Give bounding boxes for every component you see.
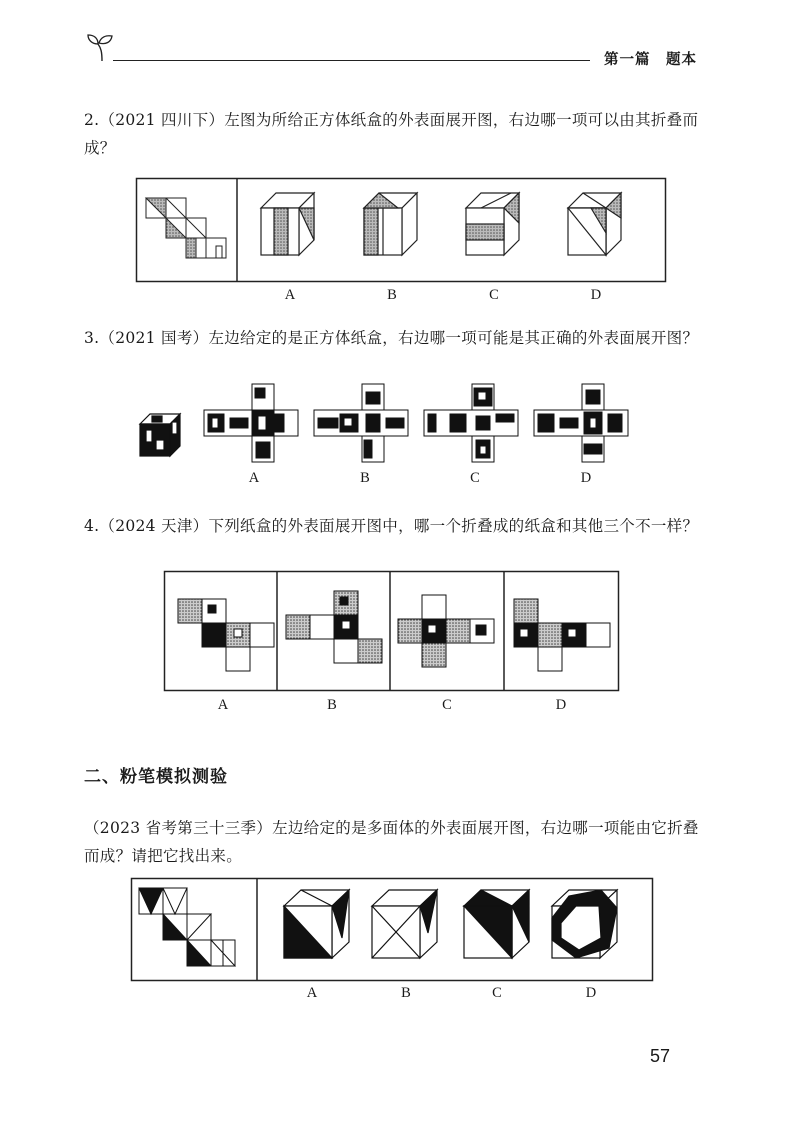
header-title: 第一篇 题本 [604, 52, 697, 68]
q4-option-c[interactable]: C [442, 697, 452, 713]
question-3-figure [138, 384, 648, 468]
section-title: 二、粉笔模拟测验 [84, 767, 228, 787]
question-3-text: 3.（2021 国考）左边给定的是正方体纸盒，右边哪一项可能是其正确的外表面展开图？ [84, 329, 699, 347]
section-question-figure [131, 878, 653, 981]
q2-option-c[interactable]: C [489, 287, 499, 303]
s-option-a[interactable]: A [306, 985, 318, 1001]
q4-option-b[interactable]: B [327, 697, 337, 713]
s-option-b[interactable]: B [401, 985, 411, 1001]
s-option-c[interactable]: C [492, 985, 502, 1001]
header-rule [113, 60, 590, 61]
question-4-figure [164, 571, 619, 691]
q2-option-b[interactable]: B [387, 287, 397, 303]
q4-option-a[interactable]: A [217, 697, 229, 713]
q3-option-c[interactable]: C [470, 470, 480, 486]
q3-option-b[interactable]: B [360, 470, 370, 486]
page-number: 57 [650, 1046, 671, 1066]
q4-option-d[interactable]: D [555, 697, 567, 713]
q3-option-a[interactable]: A [248, 470, 260, 486]
question-4-text: 4.（2024 天津）下列纸盒的外表面展开图中，哪一个折叠成的纸盒和其他三个不一样？ [84, 517, 699, 535]
question-2-text: 2.（2021 四川下）左图为所给正方体纸盒的外表面展开图，右边哪一项可以由其折叠而成？ [84, 111, 699, 157]
q2-option-a[interactable]: A [284, 287, 296, 303]
question-2-figure [136, 178, 666, 282]
q2-option-d[interactable]: D [590, 287, 602, 303]
s-option-d[interactable]: D [585, 985, 597, 1001]
sprout-icon [84, 28, 120, 64]
q3-option-d[interactable]: D [580, 470, 592, 486]
section-question-text: （2023 省考第三十三季）左边给定的是多面体的外表面展开图，右边哪一项能由它折叠而成？请把它找出来。 [84, 819, 699, 865]
